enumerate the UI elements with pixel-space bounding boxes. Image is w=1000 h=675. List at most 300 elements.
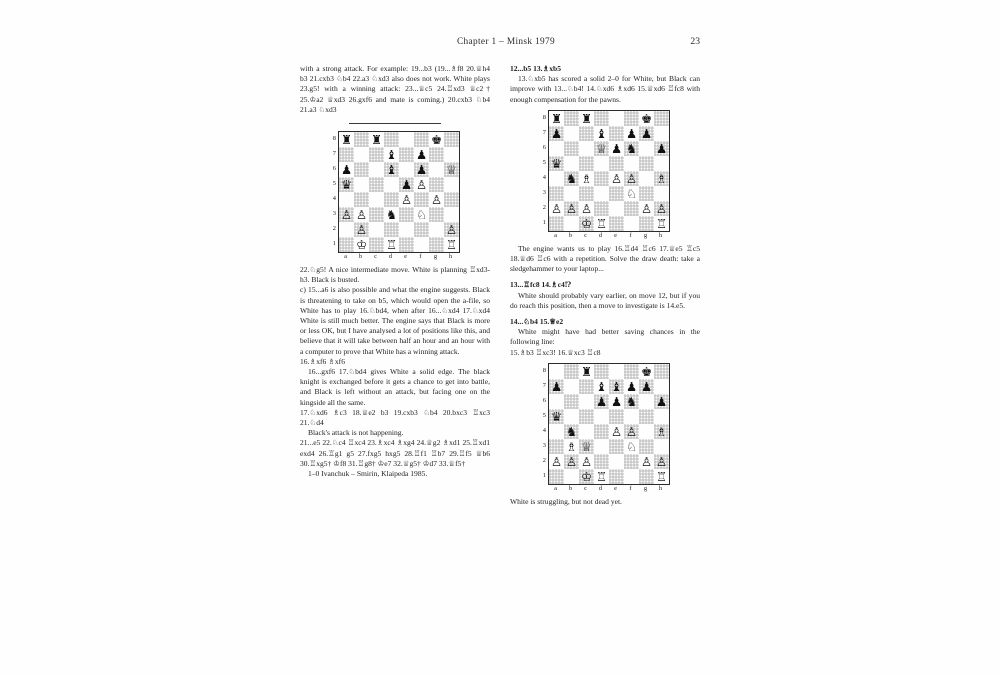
chess-piece: ♔ bbox=[355, 237, 368, 253]
board-square bbox=[609, 201, 624, 216]
board-square bbox=[579, 394, 594, 409]
chess-piece: ♗ bbox=[655, 423, 668, 439]
file-label: b bbox=[358, 253, 363, 261]
board-square bbox=[369, 237, 384, 252]
board-square bbox=[564, 409, 579, 424]
board-square bbox=[564, 394, 579, 409]
left-paragraph-3: c) 15...a6 is also possible and what the engine suggests. Black is threatening to take on b5, which would open the a-file, so White has to play 16.♘bd4, when after 16...♘xd4 17.♘xd4 White is still much better. The engine says that Black is more or less OK, but I have analysed a lot of positions like this, and believe that it will take between half an hour and an hour with a computer to prove that White has a winning attack. bbox=[300, 285, 490, 356]
board-square bbox=[354, 207, 369, 222]
board-square bbox=[639, 111, 654, 126]
board-square bbox=[594, 216, 609, 231]
board-square bbox=[369, 192, 384, 207]
chess-piece: ♖ bbox=[385, 237, 398, 253]
right-paragraph-2: The engine wants us to play 16.♖d4 ♖c6 17.♕e5 ♖c5 18.♕d6 ♖c6 with a repetition. Solve the draw death: take a sledgehammer to your laptop... bbox=[510, 243, 700, 274]
chess-piece: ♙ bbox=[430, 192, 443, 208]
chess-diagram-1 bbox=[327, 131, 463, 261]
board-square bbox=[444, 147, 459, 162]
chess-piece: ♘ bbox=[625, 438, 638, 454]
board-square bbox=[564, 424, 579, 439]
board-square bbox=[384, 162, 399, 177]
board-square bbox=[594, 364, 609, 379]
chess-piece: ♟ bbox=[625, 125, 638, 141]
board-square bbox=[639, 409, 654, 424]
board-square bbox=[639, 216, 654, 231]
rank-label: 2 bbox=[542, 456, 546, 464]
board-square bbox=[624, 216, 639, 231]
file-label: e bbox=[614, 484, 617, 492]
board-square bbox=[384, 177, 399, 192]
right-paragraph-1: 13.♘xb5 has scored a solid 2–0 for White, but Black can improve with 13...♘b4! 14.♘xd6 ♗xd6 15.♕xd6 ♖fc8 with enough compensation for the pawns. bbox=[510, 74, 700, 104]
chess-piece: ♟ bbox=[400, 177, 413, 193]
board-square bbox=[594, 409, 609, 424]
board-square bbox=[549, 156, 564, 171]
file-labels-1 bbox=[338, 252, 458, 261]
board-square bbox=[624, 156, 639, 171]
board-square bbox=[609, 141, 624, 156]
chess-piece: ♛ bbox=[340, 177, 353, 193]
board-square bbox=[654, 111, 669, 126]
board-square bbox=[564, 156, 579, 171]
board-square bbox=[624, 379, 639, 394]
board-square bbox=[414, 132, 429, 147]
board-square bbox=[339, 162, 354, 177]
board-square bbox=[594, 186, 609, 201]
chess-piece: ♚ bbox=[640, 110, 653, 126]
board-square bbox=[624, 126, 639, 141]
chess-piece: ♕ bbox=[445, 162, 458, 178]
right-paragraph-5: 15.♗b3 ♖xc3! 16.♕xc3 ♖c8 bbox=[510, 347, 601, 357]
rank-label: 1 bbox=[332, 240, 336, 248]
board-square bbox=[549, 409, 564, 424]
file-label: c bbox=[374, 253, 377, 261]
board-square bbox=[564, 216, 579, 231]
chess-piece: ♘ bbox=[415, 207, 428, 223]
board-square bbox=[609, 364, 624, 379]
board-square bbox=[609, 379, 624, 394]
left-move-3: 21...e5 22.♘c4 ♖xc4 23.♗xc4 ♗xg4 24.♕g2 ♗xd1 25.♖xd1 exd4 26.♖g1 g5 27.fxg5 hxg5 28.♖f1 ♖b7 29.♖f5 ♕b6 30.♖xg5† ♔f8 31.♖g8† ♔e7 32.♕g5† ♔d7 33.♕f5† bbox=[300, 438, 490, 468]
board-square bbox=[564, 141, 579, 156]
rank-label: 4 bbox=[542, 173, 546, 181]
board-square bbox=[609, 439, 624, 454]
board-square bbox=[639, 439, 654, 454]
board-square bbox=[594, 111, 609, 126]
rank-label: 6 bbox=[542, 143, 546, 151]
board-square bbox=[624, 364, 639, 379]
board-square bbox=[564, 364, 579, 379]
board-square bbox=[579, 469, 594, 484]
board-square bbox=[579, 454, 594, 469]
rank-labels-2 bbox=[537, 110, 546, 230]
board-square bbox=[369, 207, 384, 222]
board-square bbox=[549, 379, 564, 394]
board-square bbox=[429, 222, 444, 237]
page-number: 23 bbox=[690, 36, 700, 47]
chess-piece: ♟ bbox=[415, 147, 428, 163]
left-paragraph-5: Black's attack is not happening. bbox=[308, 428, 404, 438]
board-square bbox=[594, 126, 609, 141]
board-square bbox=[654, 141, 669, 156]
board-square bbox=[639, 156, 654, 171]
rank-label: 6 bbox=[542, 396, 546, 404]
board-square bbox=[594, 171, 609, 186]
board-square bbox=[579, 141, 594, 156]
chess-piece: ♖ bbox=[595, 215, 608, 231]
board-square bbox=[654, 171, 669, 186]
board-square bbox=[564, 469, 579, 484]
chess-piece: ♟ bbox=[655, 393, 668, 409]
running-head bbox=[300, 36, 700, 47]
chess-diagram-3 bbox=[537, 363, 673, 493]
file-label: h bbox=[448, 253, 453, 261]
board-square bbox=[339, 192, 354, 207]
board-square bbox=[429, 162, 444, 177]
right-move-3: 14...♘b4 15.♕e2 bbox=[510, 317, 564, 327]
chess-piece: ♙ bbox=[655, 453, 668, 469]
board-square bbox=[564, 379, 579, 394]
board-square bbox=[624, 409, 639, 424]
chess-piece: ♟ bbox=[550, 125, 563, 141]
board-square bbox=[399, 222, 414, 237]
file-label: f bbox=[629, 484, 632, 492]
chess-piece: ♙ bbox=[610, 170, 623, 186]
board-square bbox=[429, 192, 444, 207]
board-square bbox=[609, 111, 624, 126]
chess-piece: ♙ bbox=[340, 207, 353, 223]
file-label: d bbox=[598, 231, 603, 239]
board-square bbox=[579, 379, 594, 394]
board-square bbox=[399, 132, 414, 147]
board-square bbox=[399, 207, 414, 222]
board-square bbox=[414, 147, 429, 162]
left-paragraph-1: with a strong attack. For example: 19...b3 (19...♗f8 20.♕h4 b3 21.cxb3 ♘b4 22.a3 ♘xd3 also does not work. White plays 23.g5! with a winning attack: 23...♕c5 24.♖xd3 ♕c2† 25.♔a2 ♕xd3 26.gxf6 and mate is coming.) 20.cxb3 ♘b4 21.a3 ♘xd3 bbox=[300, 64, 490, 114]
board-square bbox=[414, 192, 429, 207]
rank-label: 8 bbox=[332, 135, 336, 143]
board-square bbox=[609, 126, 624, 141]
board-square bbox=[549, 171, 564, 186]
rank-label: 1 bbox=[542, 218, 546, 226]
board-square bbox=[354, 222, 369, 237]
chess-piece: ♙ bbox=[445, 222, 458, 238]
board-square bbox=[399, 192, 414, 207]
file-label: f bbox=[419, 253, 422, 261]
board-square bbox=[579, 111, 594, 126]
board-square bbox=[549, 364, 564, 379]
chess-piece: ♟ bbox=[655, 140, 668, 156]
file-label: h bbox=[658, 231, 663, 239]
board-square bbox=[654, 424, 669, 439]
chess-piece: ♜ bbox=[550, 110, 563, 126]
board-square bbox=[639, 454, 654, 469]
left-column bbox=[300, 64, 490, 479]
rank-label: 7 bbox=[332, 150, 336, 158]
file-label: e bbox=[404, 253, 407, 261]
file-label: e bbox=[614, 231, 617, 239]
board-square bbox=[399, 177, 414, 192]
board-square bbox=[549, 216, 564, 231]
right-column bbox=[510, 64, 700, 507]
chess-piece: ♙ bbox=[400, 192, 413, 208]
chess-piece: ♟ bbox=[340, 162, 353, 178]
chess-piece: ♞ bbox=[565, 423, 578, 439]
chess-piece: ♝ bbox=[595, 378, 608, 394]
board-square bbox=[369, 222, 384, 237]
board-square bbox=[354, 162, 369, 177]
chess-piece: ♙ bbox=[355, 222, 368, 238]
rank-label: 2 bbox=[542, 203, 546, 211]
board-square bbox=[624, 394, 639, 409]
chess-piece: ♙ bbox=[655, 200, 668, 216]
rank-label: 7 bbox=[542, 128, 546, 136]
board-square bbox=[639, 394, 654, 409]
board-square bbox=[639, 201, 654, 216]
board-square bbox=[564, 201, 579, 216]
chess-piece: ♟ bbox=[640, 125, 653, 141]
left-paragraph-4: 16...gxf6 17.♘bd4 gives White a solid edge. The black knight is exchanged before it gets a chance to get into battle, and Black is left without an attack, but facing one on the kingside all the same. bbox=[300, 367, 490, 407]
board-square bbox=[654, 201, 669, 216]
diagram-caption: White is struggling, but not dead yet. bbox=[510, 496, 622, 506]
chess-piece: ♕ bbox=[595, 140, 608, 156]
chess-piece: ♙ bbox=[550, 453, 563, 469]
chess-piece: ♖ bbox=[655, 215, 668, 231]
chess-piece: ♞ bbox=[385, 207, 398, 223]
board-square bbox=[609, 424, 624, 439]
chess-piece: ♙ bbox=[640, 200, 653, 216]
board-square bbox=[444, 192, 459, 207]
board-square bbox=[579, 424, 594, 439]
chess-piece: ♜ bbox=[370, 132, 383, 148]
board-square bbox=[339, 147, 354, 162]
board-square bbox=[579, 409, 594, 424]
chess-piece: ♝ bbox=[385, 162, 398, 178]
rank-label: 4 bbox=[332, 195, 336, 203]
chess-piece: ♝ bbox=[385, 147, 398, 163]
board-square bbox=[339, 177, 354, 192]
board-square bbox=[594, 424, 609, 439]
chess-piece: ♙ bbox=[610, 423, 623, 439]
board-square bbox=[429, 237, 444, 252]
board-square bbox=[444, 162, 459, 177]
file-labels-3 bbox=[548, 484, 668, 493]
board-square bbox=[579, 171, 594, 186]
board-square bbox=[624, 424, 639, 439]
section-divider bbox=[349, 123, 441, 124]
board-square bbox=[579, 186, 594, 201]
chess-piece: ♟ bbox=[610, 393, 623, 409]
board-square bbox=[609, 171, 624, 186]
board-square bbox=[429, 147, 444, 162]
board-square bbox=[624, 186, 639, 201]
board-square bbox=[579, 216, 594, 231]
board-square bbox=[384, 222, 399, 237]
chess-piece: ♕ bbox=[580, 438, 593, 454]
rank-label: 3 bbox=[542, 188, 546, 196]
board-square bbox=[639, 424, 654, 439]
board-square bbox=[549, 439, 564, 454]
board-square bbox=[609, 216, 624, 231]
board-square bbox=[654, 364, 669, 379]
chess-piece: ♙ bbox=[580, 200, 593, 216]
board-square bbox=[354, 192, 369, 207]
rank-label: 3 bbox=[332, 210, 336, 218]
board-square bbox=[594, 156, 609, 171]
rank-label: 5 bbox=[542, 158, 546, 166]
chess-piece: ♗ bbox=[565, 438, 578, 454]
chess-piece: ♗ bbox=[655, 170, 668, 186]
board-square bbox=[654, 126, 669, 141]
chess-piece: ♞ bbox=[565, 170, 578, 186]
rank-label: 7 bbox=[542, 381, 546, 389]
board-square bbox=[654, 156, 669, 171]
board-square bbox=[549, 454, 564, 469]
board-square bbox=[579, 439, 594, 454]
file-label: f bbox=[629, 231, 632, 239]
chess-piece: ♟ bbox=[610, 140, 623, 156]
board-square bbox=[354, 237, 369, 252]
board-square bbox=[624, 171, 639, 186]
board-square bbox=[594, 439, 609, 454]
board-square bbox=[624, 439, 639, 454]
board-square bbox=[444, 132, 459, 147]
chess-piece: ♗ bbox=[580, 170, 593, 186]
rank-label: 6 bbox=[332, 165, 336, 173]
chess-piece: ♜ bbox=[580, 110, 593, 126]
chess-piece: ♙ bbox=[625, 170, 638, 186]
board-2 bbox=[548, 110, 670, 232]
rank-label: 5 bbox=[542, 411, 546, 419]
rank-label: 4 bbox=[542, 426, 546, 434]
rank-labels-1 bbox=[327, 131, 336, 251]
board-square bbox=[369, 177, 384, 192]
board-square bbox=[399, 162, 414, 177]
board-square bbox=[594, 201, 609, 216]
left-paragraph-2: 22.♘g5! A nice intermediate move. White is planning ♖xd3-h3. Black is busted. bbox=[300, 265, 490, 285]
board-square bbox=[609, 409, 624, 424]
chess-piece: ♔ bbox=[580, 215, 593, 231]
board-square bbox=[609, 186, 624, 201]
board-square bbox=[654, 186, 669, 201]
chess-piece: ♖ bbox=[445, 237, 458, 253]
board-square bbox=[579, 364, 594, 379]
file-label: d bbox=[598, 484, 603, 492]
board-square bbox=[339, 207, 354, 222]
chess-piece: ♙ bbox=[550, 200, 563, 216]
chess-piece: ♟ bbox=[550, 378, 563, 394]
board-square bbox=[624, 454, 639, 469]
chapter-title: Chapter 1 – Minsk 1979 bbox=[456, 37, 556, 47]
board-square bbox=[429, 132, 444, 147]
chess-piece: ♟ bbox=[640, 378, 653, 394]
board-square bbox=[564, 126, 579, 141]
board-square bbox=[654, 454, 669, 469]
board-square bbox=[594, 379, 609, 394]
chess-piece: ♙ bbox=[355, 207, 368, 223]
board-square bbox=[549, 469, 564, 484]
board-square bbox=[384, 192, 399, 207]
rank-label: 8 bbox=[542, 366, 546, 374]
board-square bbox=[654, 379, 669, 394]
left-move-1: 16.♗xf6 ♗xf6 bbox=[300, 356, 345, 366]
board-square bbox=[639, 469, 654, 484]
board-square bbox=[639, 364, 654, 379]
chess-piece: ♙ bbox=[565, 453, 578, 469]
board-square bbox=[444, 222, 459, 237]
chess-piece: ♚ bbox=[430, 132, 443, 148]
file-label: g bbox=[433, 253, 438, 261]
board-square bbox=[564, 186, 579, 201]
board-square bbox=[444, 177, 459, 192]
board-square bbox=[624, 111, 639, 126]
board-square bbox=[579, 126, 594, 141]
board-3 bbox=[548, 363, 670, 485]
board-square bbox=[564, 111, 579, 126]
board-square bbox=[444, 237, 459, 252]
board-square bbox=[339, 222, 354, 237]
board-square bbox=[549, 126, 564, 141]
file-labels-2 bbox=[548, 231, 668, 240]
file-label: b bbox=[568, 484, 573, 492]
board-square bbox=[564, 171, 579, 186]
file-label: a bbox=[554, 231, 557, 239]
board-square bbox=[549, 394, 564, 409]
chess-piece: ♛ bbox=[550, 408, 563, 424]
rank-label: 2 bbox=[332, 225, 336, 233]
chess-diagram-2 bbox=[537, 110, 673, 240]
chess-piece: ♖ bbox=[595, 468, 608, 484]
board-square bbox=[594, 141, 609, 156]
file-label: g bbox=[643, 231, 648, 239]
chess-piece: ♟ bbox=[595, 393, 608, 409]
chess-piece: ♞ bbox=[625, 393, 638, 409]
chess-piece: ♚ bbox=[640, 363, 653, 379]
board-square bbox=[354, 132, 369, 147]
left-move-2: 17.♘xd6 ♗c3 18.♕e2 b3 19.cxb3 ♘b4 20.bxc3 ♖xc3 21.♘d4 bbox=[300, 407, 490, 428]
board-square bbox=[624, 469, 639, 484]
chess-piece: ♙ bbox=[415, 177, 428, 193]
chess-piece: ♘ bbox=[625, 185, 638, 201]
board-1 bbox=[338, 131, 460, 253]
chess-piece: ♞ bbox=[625, 140, 638, 156]
chess-piece: ♛ bbox=[550, 155, 563, 171]
board-square bbox=[384, 237, 399, 252]
board-square bbox=[609, 394, 624, 409]
board-square bbox=[339, 132, 354, 147]
board-square bbox=[639, 126, 654, 141]
file-label: h bbox=[658, 484, 663, 492]
file-label: a bbox=[344, 253, 347, 261]
board-square bbox=[594, 394, 609, 409]
rank-labels-3 bbox=[537, 363, 546, 483]
board-square bbox=[639, 379, 654, 394]
board-square bbox=[639, 186, 654, 201]
file-label: g bbox=[643, 484, 648, 492]
board-square bbox=[609, 454, 624, 469]
chess-piece: ♙ bbox=[565, 200, 578, 216]
board-square bbox=[414, 162, 429, 177]
rank-label: 1 bbox=[542, 471, 546, 479]
board-square bbox=[594, 454, 609, 469]
board-square bbox=[549, 201, 564, 216]
board-square bbox=[384, 147, 399, 162]
rank-label: 3 bbox=[542, 441, 546, 449]
board-square bbox=[624, 141, 639, 156]
right-paragraph-4: White might have had better saving chances in the following line: bbox=[510, 327, 700, 347]
chess-piece: ♝ bbox=[610, 378, 623, 394]
board-square bbox=[639, 141, 654, 156]
board-square bbox=[609, 469, 624, 484]
board-square bbox=[414, 177, 429, 192]
chess-piece: ♜ bbox=[580, 363, 593, 379]
file-label: d bbox=[388, 253, 393, 261]
